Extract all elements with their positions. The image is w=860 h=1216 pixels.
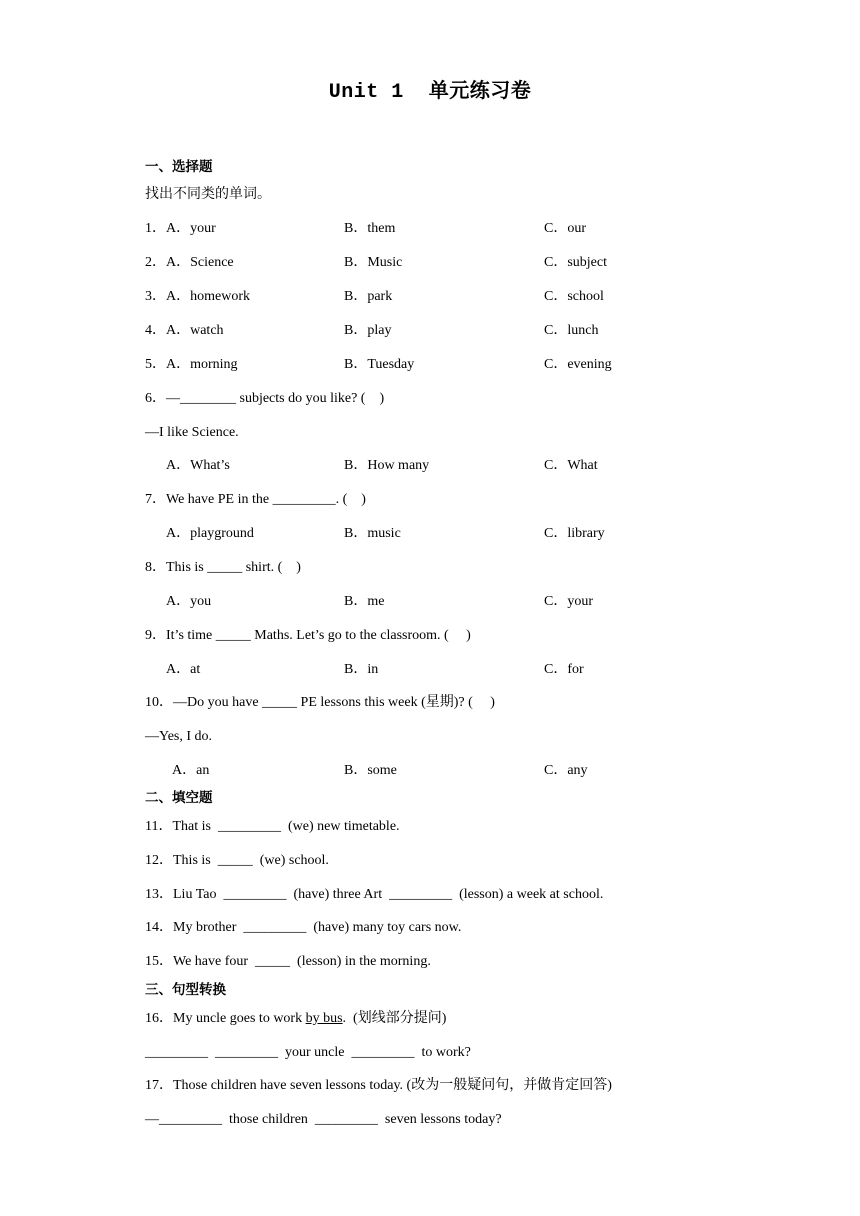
q10-reply: —Yes, I do. (145, 729, 213, 744)
q1-option-c: C．our (544, 221, 586, 236)
q14: 14．My brother _________ (have) many toy cars now. (145, 920, 462, 935)
q16-stem-post: . (划线部分提问) (342, 1011, 447, 1026)
q5-option-b: B．Tuesday (344, 357, 415, 372)
q6-option-a: A．What’s (166, 458, 230, 473)
q8-option-b: B．me (344, 594, 385, 609)
q9-option-a: A．at (166, 662, 201, 677)
q11: 11．That is _________ (we) new timetable. (145, 819, 400, 834)
q5-option-a: 5．A．morning (145, 357, 238, 372)
q12: 12．This is _____ (we) school. (145, 853, 329, 868)
q6-reply: —I like Science. (145, 425, 239, 440)
q8-option-c: C．your (544, 594, 593, 609)
q9-option-b: B．in (344, 662, 379, 677)
q16-stem-pre: 16．My uncle goes to work (145, 1011, 306, 1026)
q16-answer: _________ _________ your uncle _________ to work? (145, 1045, 471, 1060)
q10-option-a: A．an (172, 763, 210, 778)
q4-option-c: C．lunch (544, 323, 599, 338)
q6-option-b: B．How many (344, 458, 430, 473)
section-heading-fill: 二、填空题 (145, 790, 213, 806)
q17-answer: —_________ those children _________ seven lessons today? (145, 1112, 502, 1127)
q10-option-b: B．some (344, 763, 397, 778)
q1-option-b: B．them (344, 221, 396, 236)
section-heading-transform: 三、句型转换 (145, 982, 226, 998)
q8-option-a: A．you (166, 594, 212, 609)
q3-option-b: B．park (344, 289, 393, 304)
q6-option-c: C．What (544, 458, 598, 473)
q7-option-b: B．music (344, 526, 401, 541)
q9-stem: 9．It’s time _____ Maths. Let’s go to the classroom. ( ) (145, 628, 471, 643)
q3-option-c: C．school (544, 289, 604, 304)
q9-option-c: C．for (544, 662, 584, 677)
q17-stem: 17．Those children have seven lessons today. (改为一般疑问句，并做肯定回答) (145, 1078, 612, 1093)
q16-underlined: by bus (305, 1011, 343, 1026)
q13: 13．Liu Tao _________ (have) three Art _________ (lesson) a week at school. (145, 887, 604, 902)
q15: 15．We have four _____ (lesson) in the morning. (145, 954, 431, 969)
q2-option-c: C．subject (544, 255, 607, 270)
q7-stem: 7．We have PE in the _________. ( ) (145, 492, 366, 507)
q5-option-c: C．evening (544, 357, 612, 372)
instruction: 找出不同类的单词。 (145, 187, 271, 202)
q1-option-a: 1．A．your (145, 221, 216, 236)
page-title: Unit 1 单元练习卷 (328, 81, 532, 104)
section-heading-choice: 一、选择题 (145, 159, 213, 175)
q2-option-a: 2．A．Science (145, 255, 234, 270)
q4-option-b: B．play (344, 323, 392, 338)
q4-option-a: 4．A．watch (145, 323, 224, 338)
q10-stem: 10．—Do you have _____ PE lessons this week (星期)? ( ) (145, 695, 495, 710)
q6-stem: 6．—________ subjects do you like? ( ) (145, 391, 385, 406)
q7-option-a: A．playground (166, 526, 254, 541)
q3-option-a: 3．A．homework (145, 289, 250, 304)
q8-stem: 8．This is _____ shirt. ( ) (145, 560, 301, 575)
q2-option-b: B．Music (344, 255, 403, 270)
q16-stem (145, 1010, 446, 1028)
q10-option-c: C．any (544, 763, 588, 778)
q7-option-c: C．library (544, 526, 605, 541)
